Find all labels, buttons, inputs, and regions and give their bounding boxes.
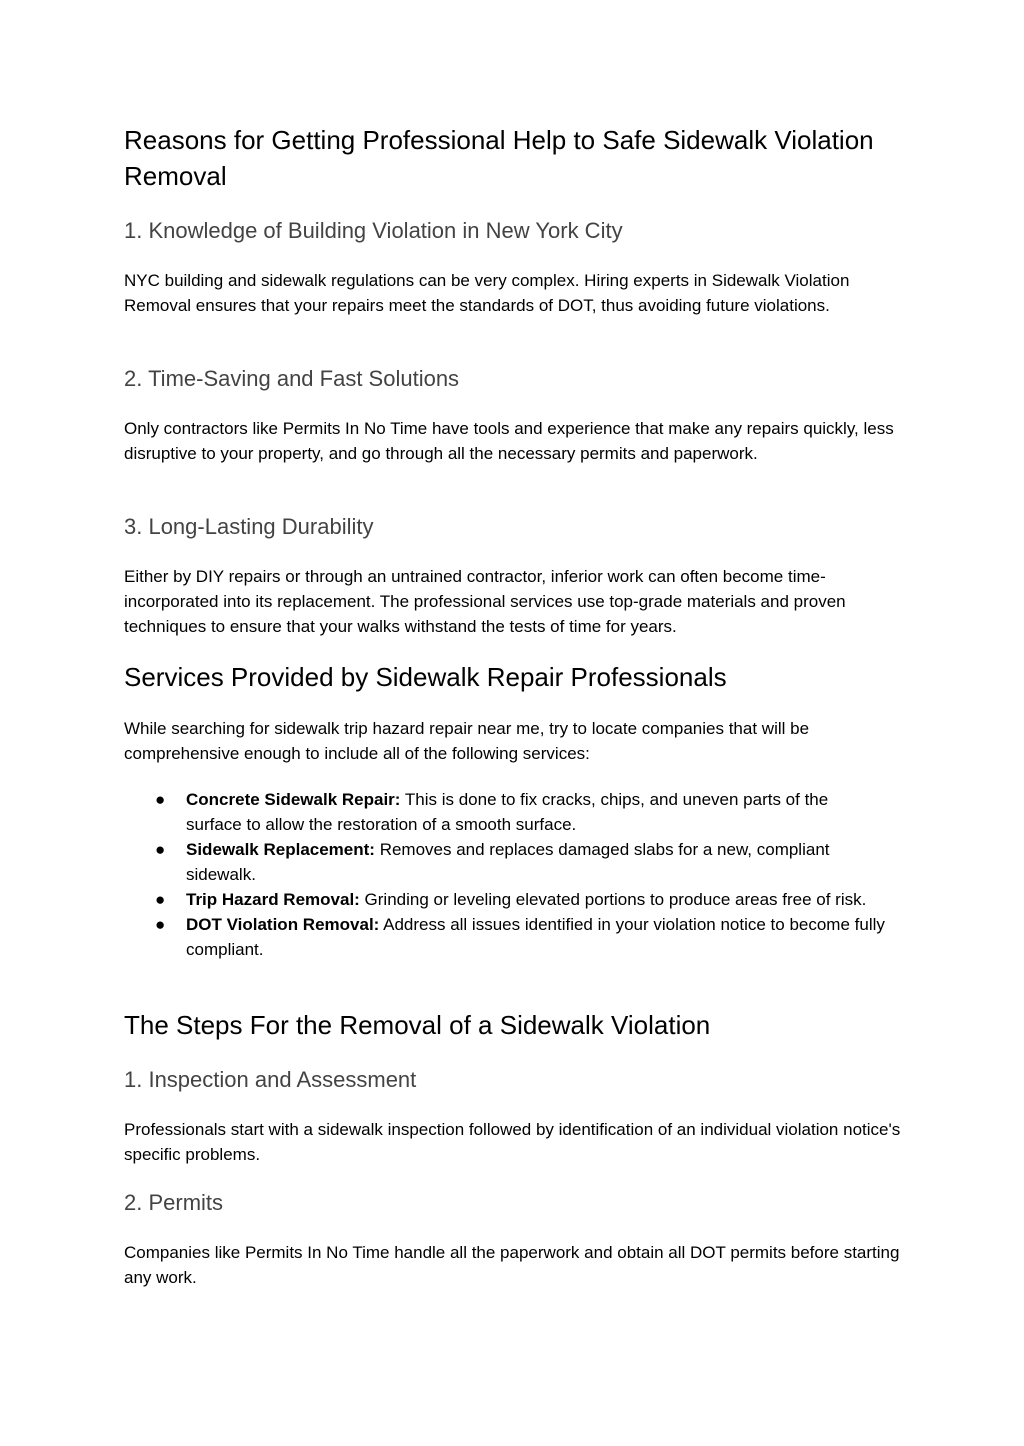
steps-heading: The Steps For the Removal of a Sidewalk Violation xyxy=(124,1010,711,1040)
bullet-icon: ● xyxy=(155,915,166,934)
step-body-permits: Companies like Permits In No Time handle all the paperwork and obtain all DOT permits before starting any work. xyxy=(124,1243,900,1287)
section-body-durability: Either by DIY repairs or through an untrained contractor, inferior work can often become time-incorporated into its replacement. The professional services use top-grade materials and proven techniques to ensure that your walks withstand the tests of time for years. xyxy=(124,567,846,636)
list-item-desc: Removes and replaces damaged slabs for a new, compliant sidewalk. xyxy=(186,840,830,884)
services-intro: While searching for sidewalk trip hazard repair near me, try to locate companies that will be comprehensive enough to include all of the following services: xyxy=(124,719,810,763)
services-list xyxy=(124,787,904,962)
bullet-icon: ● xyxy=(155,840,166,859)
section-heading-time-saving: 2. Time-Saving and Fast Solutions xyxy=(124,366,460,391)
step-body-inspection: Professionals start with a sidewalk inspection followed by identification of an individual violation notice's specific problems. xyxy=(124,1120,901,1164)
list-item xyxy=(124,912,886,962)
document-title: Reasons for Getting Professional Help to Safe Sidewalk Violation Removal xyxy=(124,125,874,191)
list-item-desc: Grinding or leveling elevated portions to produce areas free of risk. xyxy=(359,890,867,909)
list-item-term: DOT Violation Removal: xyxy=(186,915,380,934)
section-body-knowledge: NYC building and sidewalk regulations can be very complex. Hiring experts in Sidewalk Violation Removal ensures that your repairs meet the standards of DOT, thus avoiding future violations. xyxy=(124,271,850,315)
list-item-term: Trip Hazard Removal: xyxy=(186,890,360,909)
list-item-term: Concrete Sidewalk Repair: xyxy=(186,790,401,809)
bullet-icon: ● xyxy=(155,790,166,809)
step-heading-permits: 2. Permits xyxy=(124,1190,224,1215)
list-item xyxy=(124,787,886,837)
section-heading-knowledge: 1. Knowledge of Building Violation in New York City xyxy=(124,218,623,243)
bullet-icon: ● xyxy=(155,890,166,909)
list-item-desc: This is done to fix cracks, chips, and uneven parts of the surface to allow the restoration of a smooth surface. xyxy=(186,790,829,834)
section-body-time-saving: Only contractors like Permits In No Time have tools and experience that make any repairs quickly, less disruptive to your property, and go through all the necessary permits and paperwork. xyxy=(124,419,894,463)
services-heading: Services Provided by Sidewalk Repair Professionals xyxy=(124,662,727,692)
list-item xyxy=(124,887,886,912)
section-heading-durability: 3. Long-Lasting Durability xyxy=(124,514,374,539)
list-item-term: Sidewalk Replacement: xyxy=(186,840,375,859)
list-item xyxy=(124,837,886,887)
step-heading-inspection: 1. Inspection and Assessment xyxy=(124,1067,417,1092)
list-item-desc: Address all issues identified in your violation notice to become fully compliant. xyxy=(186,915,885,959)
